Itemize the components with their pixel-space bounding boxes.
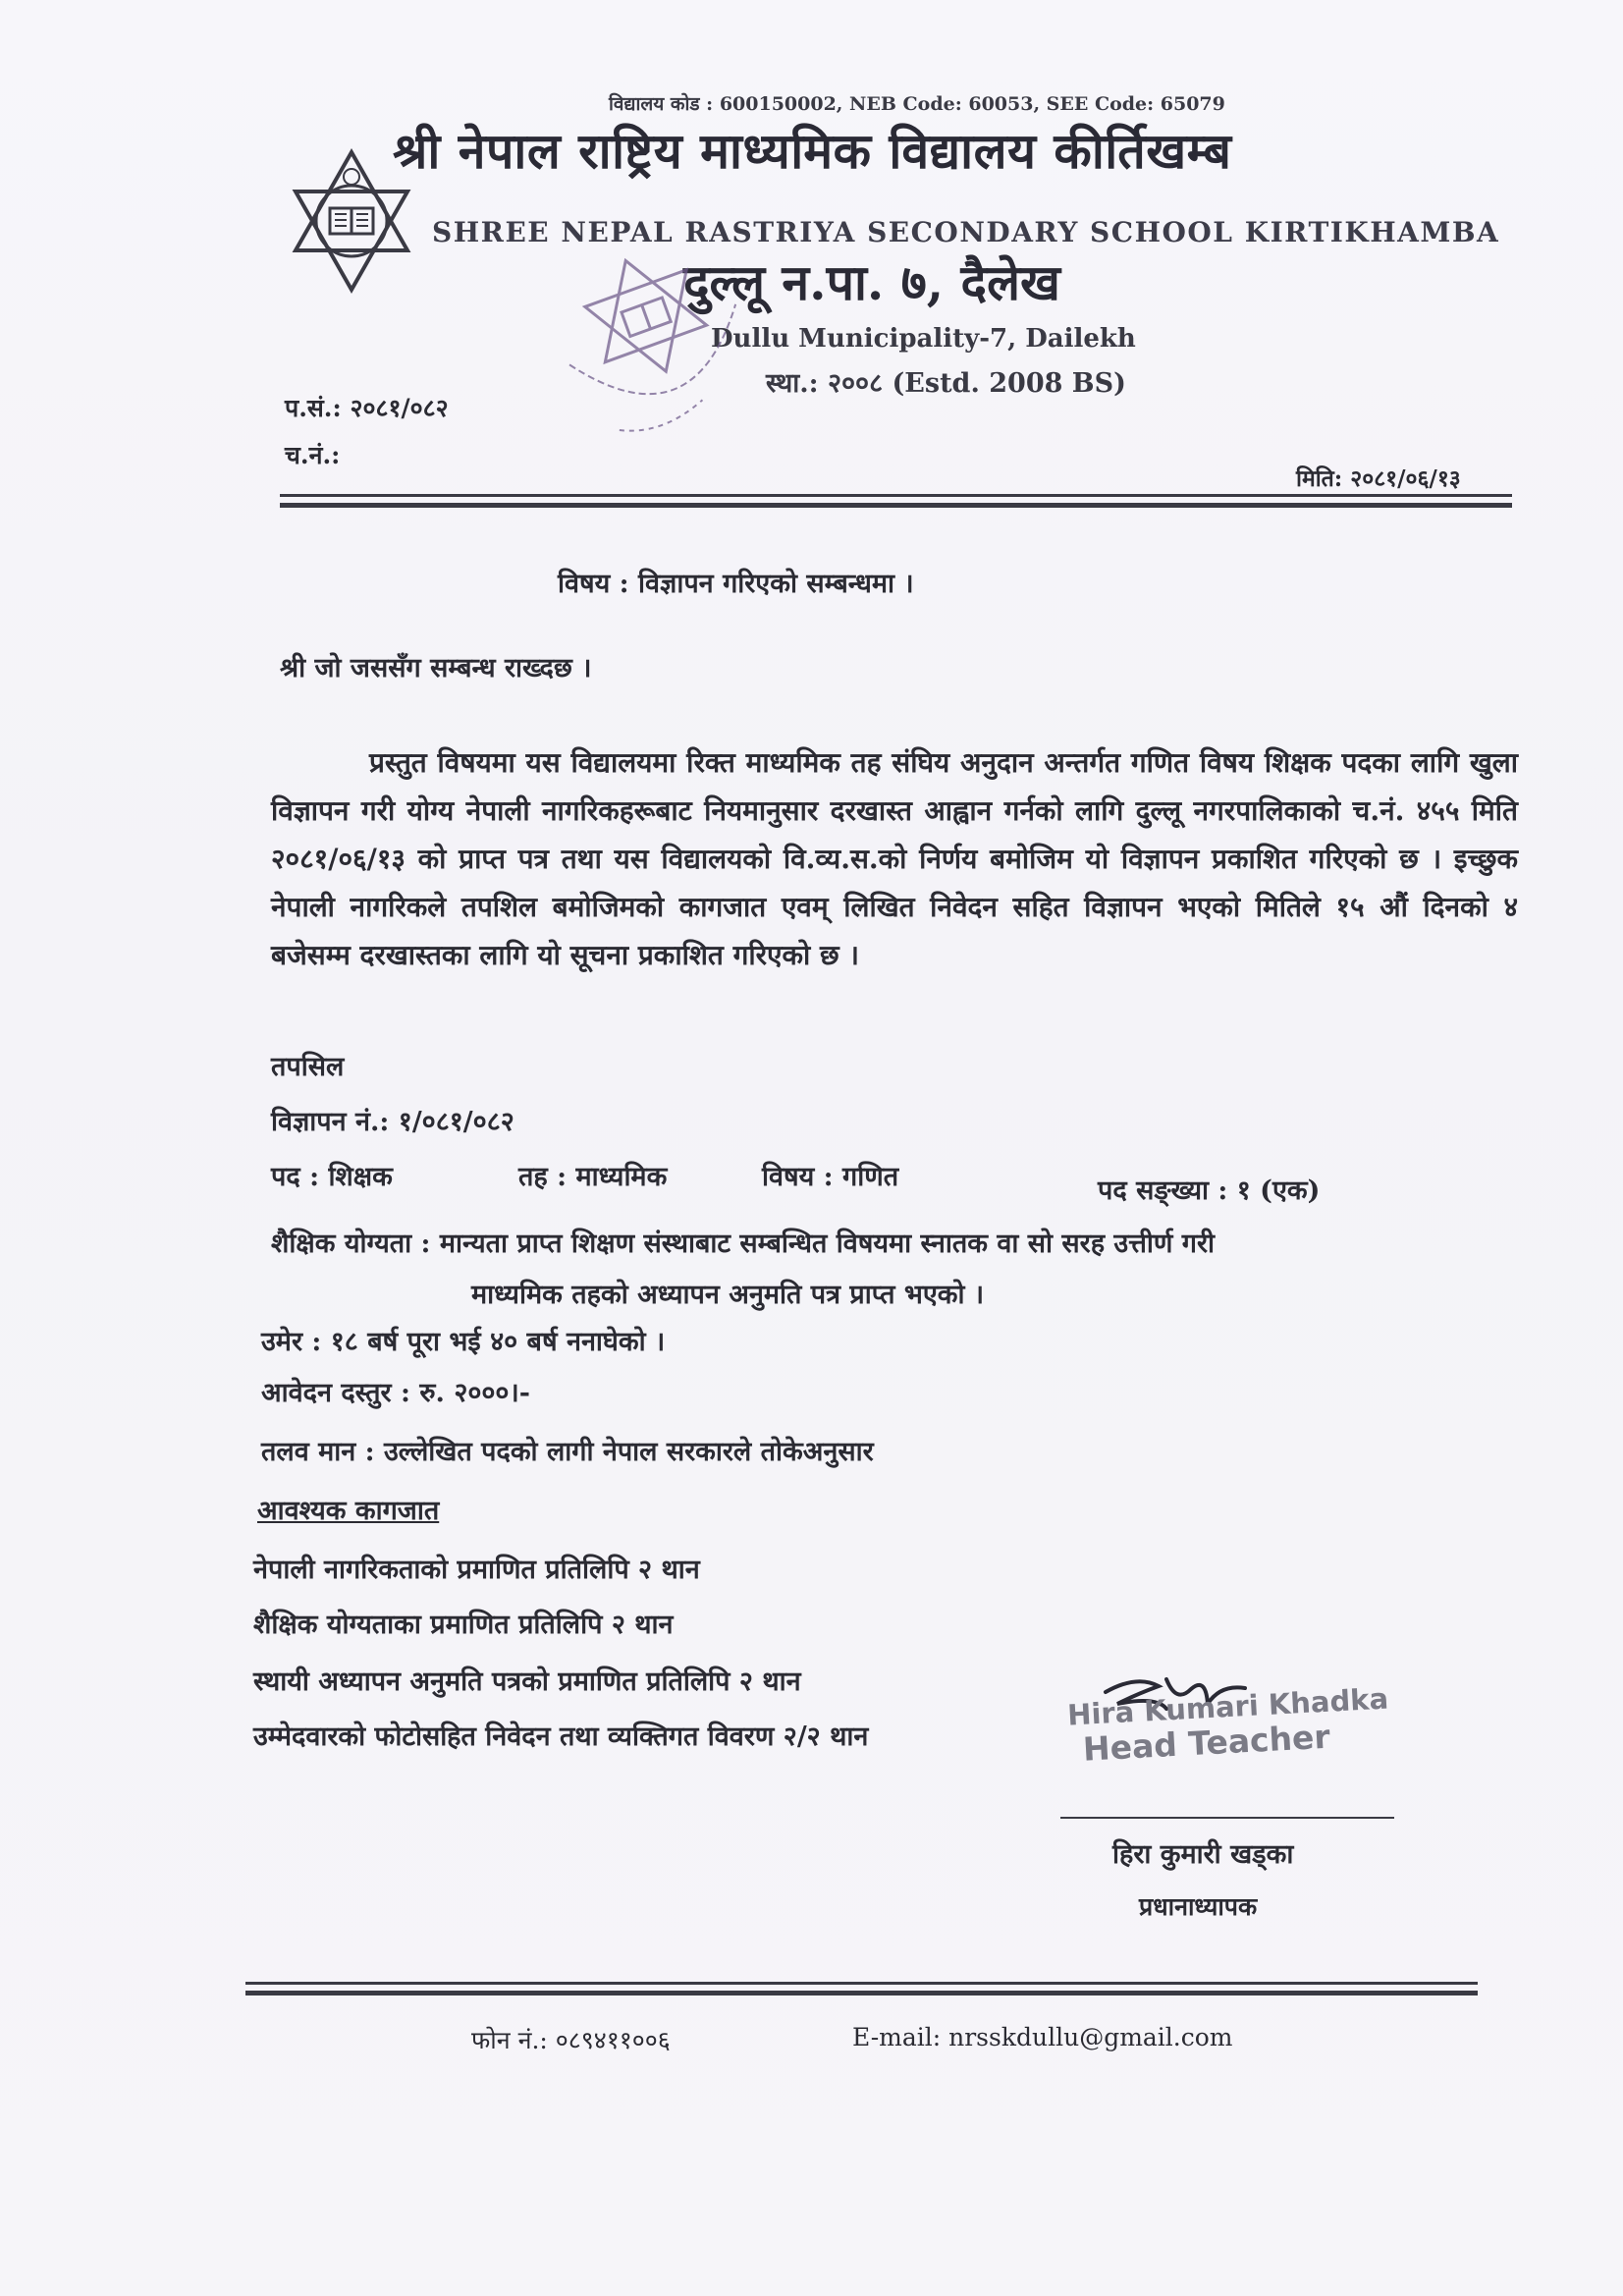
signatory-title: प्रधानाध्यापक <box>1139 1892 1258 1921</box>
subject-field: विषय : गणित <box>762 1162 899 1192</box>
document-item: स्थायी अध्यापन अनुमति पत्रको प्रमाणित प्रतिलिपि २ थान <box>253 1667 801 1697</box>
letter-date: मिति: २०८१/०६/१३ <box>1296 465 1461 492</box>
level: तह : माध्यमिक <box>518 1162 668 1192</box>
reference-number: प.सं.: २०८१/०८२ <box>285 394 449 422</box>
school-codes: विद्यालय कोड : 600150002, NEB Code: 60053, SEE Code: 65079 <box>609 93 1225 115</box>
established-year: स्था.: २००८ (Estd. 2008 BS) <box>766 368 1126 399</box>
application-fee: आवेदन दस्तुर : रु. २०००।- <box>261 1378 530 1408</box>
post: पद : शिक्षक <box>271 1162 393 1192</box>
letter-body-text: प्रस्तुत विषयमा यस विद्यालयमा रिक्त माध्यमिक तह संघिय अनुदान अन्तर्गत गणित विषय शिक्षक पदका लागि खुला विज्ञापन गरी योग्य नेपाली नागरिकहरूबाट नियमानुसार दरखास्त आह्वान गर्नको लागि दुल्लू नगरपालिकाको च.नं. ४५५ मिति २०८१/०६/१३ को प्राप्त पत्र तथा यस विद्यालयको वि.व्य.स.को निर्णय बमोजिम यो विज्ञापन प्रकाशित गरिएको छ । इच्छुक नेपाली नागरिकले तपशिल बमोजिमको कागजात एवम् लिखित निवेदन सहित विज्ञापन भएको मितिले १५ औं दिनको ४ बजेसम्म दरखास्तका लागि यो सूचना प्रकाशित गरिएको छ । <box>271 746 1518 971</box>
seal-title: Head Teacher <box>1082 1717 1331 1770</box>
signature-line <box>1060 1817 1394 1819</box>
address-english: Dullu Municipality-7, Dailekh <box>711 324 1136 354</box>
letter-recipient: श्री जो जससँग सम्बन्ध राख्दछ । <box>280 653 592 683</box>
school-name-english: SHREE NEPAL RASTRIYA SECONDARY SCHOOL KIRTIKHAMBA <box>432 216 1500 248</box>
seal-name: Hira Kumari Khadka <box>1066 1681 1389 1732</box>
document-item: उम्मेदवारको फोटोसहित निवेदन तथा व्यक्तिगत विवरण २/२ थान <box>253 1722 869 1752</box>
letter-subject: विषय : विज्ञापन गरिएको सम्बन्धमा । <box>558 569 914 599</box>
address-nepali: दुल्लू न.पा. ७, दैलेख <box>683 253 1060 311</box>
details-heading: तपसिल <box>271 1052 345 1082</box>
age-requirement: उमेर : १८ बर्ष पूरा भई ४० बर्ष ननाघेको । <box>261 1327 666 1357</box>
dispatch-number: च.नं.: <box>285 441 341 469</box>
document-item: शैक्षिक योग्यताका प्रमाणित प्रतिलिपि २ थान <box>253 1610 674 1640</box>
footer-divider-thick <box>245 1991 1478 1995</box>
school-name-nepali: श्री नेपाल राष्ट्रिय माध्यमिक विद्यालय कीर्तिखम्ब <box>393 122 1232 180</box>
phone-number: फोन नं.: ०८९४११००६ <box>471 2026 671 2054</box>
letter-body <box>271 738 1518 979</box>
qualification-line-1: शैक्षिक योग्यता : मान्यता प्राप्त शिक्षण संस्थाबाट सम्बन्धित विषयमा स्नातक वा सो सरह उत्तीर्ण गरी <box>271 1229 1216 1259</box>
header-divider-thick <box>280 503 1512 508</box>
header-divider <box>280 494 1512 497</box>
qualification-line-2: माध्यमिक तहको अध्यापन अनुमति पत्र प्राप्त भएको । <box>471 1280 985 1310</box>
post-count: पद सङ्ख्या : १ (एक) <box>1098 1175 1321 1206</box>
email-address: E-mail: nrsskdullu@gmail.com <box>852 2023 1233 2051</box>
ad-number: विज्ञापन नं.: १/०८१/०८२ <box>271 1107 514 1137</box>
signatory-name: हिरा कुमारी खड्का <box>1112 1839 1294 1870</box>
salary-scale: तलव मान : उल्लेखित पदको लागी नेपाल सरकारले तोकेअनुसार <box>261 1437 874 1467</box>
footer-divider <box>245 1982 1478 1985</box>
documents-heading: आवश्यक कागजात <box>257 1496 440 1526</box>
head-teacher-seal <box>1066 1682 1391 1769</box>
document-item: नेपाली नागरिकताको प्रमाणित प्रतिलिपि २ थान <box>253 1555 700 1585</box>
